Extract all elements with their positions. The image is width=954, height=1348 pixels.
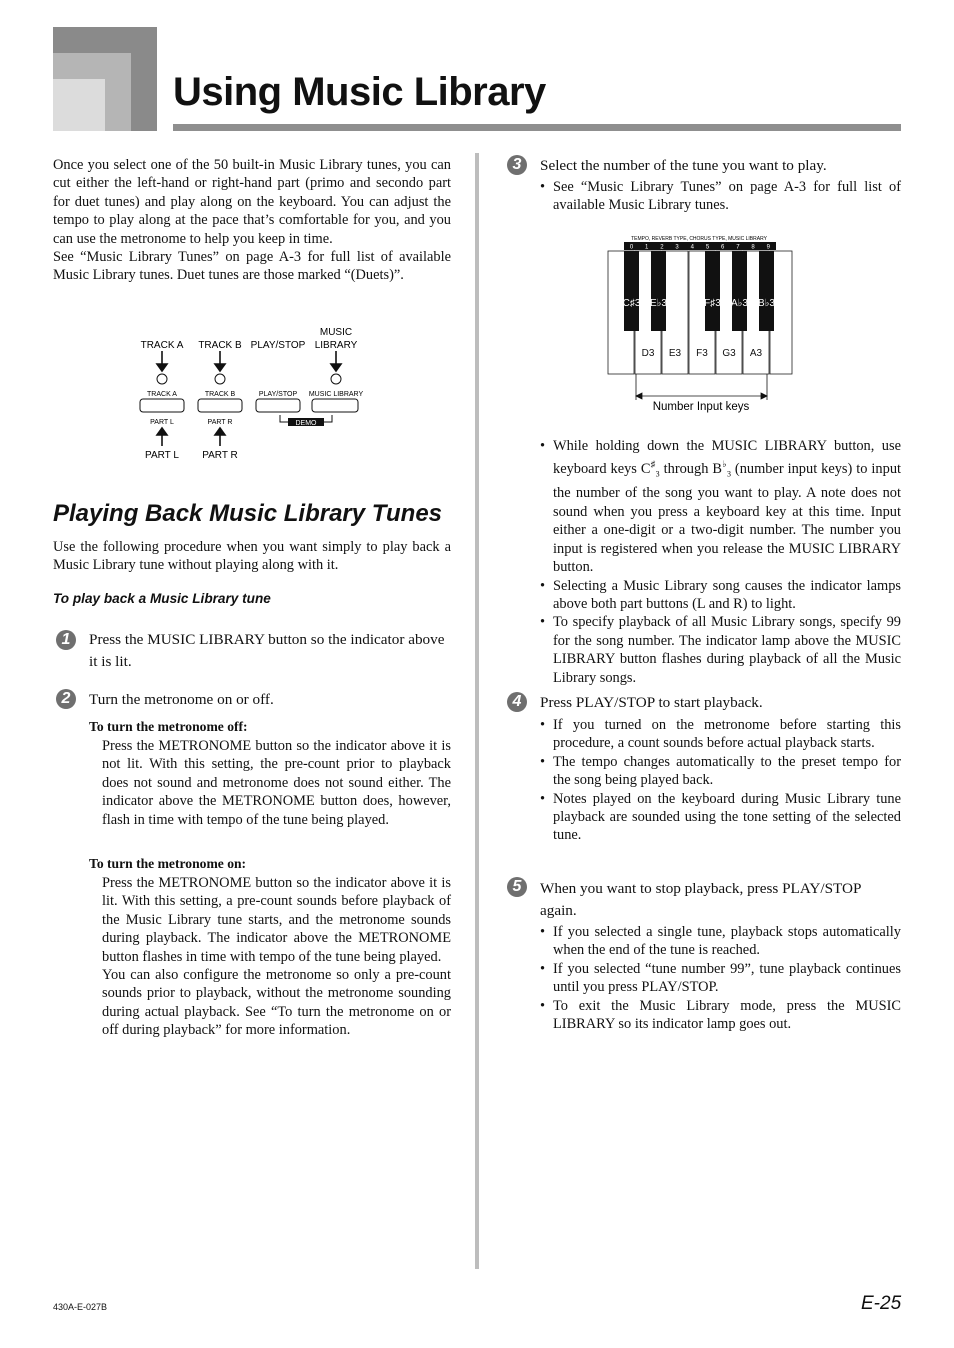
black-key-label: E♭3 bbox=[650, 298, 667, 309]
column-divider bbox=[475, 153, 479, 1269]
button-label: MUSIC LIBRARY bbox=[308, 391, 364, 398]
header-decoration bbox=[53, 79, 105, 131]
page-number: E-25 bbox=[861, 1293, 902, 1314]
white-key-label: E3 bbox=[668, 348, 682, 359]
list-item: • The tempo changes automatically to the preset tempo for the song being played back. bbox=[539, 753, 901, 790]
list-item: • See “Music Library Tunes” on page A-3 for full list of available Music Library tunes. bbox=[539, 178, 901, 215]
keyboard-digit: 1 bbox=[645, 244, 649, 251]
step-text: When you want to stop playback, press PLAY/STOP again. bbox=[540, 880, 861, 919]
part-label: PART L bbox=[150, 419, 174, 426]
panel-label: MUSIC bbox=[319, 327, 353, 338]
title-rule bbox=[173, 124, 901, 131]
subheading: To turn the metronome on: bbox=[89, 856, 247, 871]
black-key-label: A♭3 bbox=[731, 298, 748, 309]
section-title: Playing Back Music Library Tunes bbox=[53, 500, 443, 527]
part-label: PART R bbox=[207, 419, 233, 426]
keyboard-header: TEMPO, REVERB TYPE, CHORUS TYPE, MUSIC LIBRARY bbox=[631, 236, 767, 242]
bullet-list bbox=[539, 437, 901, 687]
keyboard-digit: 6 bbox=[721, 244, 725, 251]
metronome-on-text bbox=[102, 874, 451, 1040]
step-text: Press the MUSIC LIBRARY button so the indicator above it is lit. bbox=[89, 631, 445, 670]
demo-label: DEMO bbox=[295, 420, 317, 427]
button-label: TRACK A bbox=[147, 391, 177, 398]
white-key-label: A3 bbox=[749, 348, 763, 359]
keyboard-digit: 0 bbox=[629, 244, 634, 251]
keyboard-digit: 5 bbox=[705, 244, 710, 251]
list-item: • To specify playback of all Music Library songs, specify 99 for the song number. The indicator lamp above the MUSIC LIBRARY button flashes during playback of all the Music Library songs. bbox=[539, 613, 901, 687]
subheading: To turn the metronome off: bbox=[89, 719, 248, 734]
black-key-label: F♯3 bbox=[704, 298, 721, 309]
list-item: • While holding down the MUSIC LIBRARY button, use keyboard keys $C^♯_3$ through $B^♭_3$ (number input keys) to input the number of the song you want to play. A note does not sound when you press a keyboard key at this time. Input either a one-digit or a two-digit number. The number you input is registered when you release the MUSIC LIBRARY button. bbox=[539, 437, 901, 577]
procedure-heading: To play back a Music Library tune bbox=[53, 591, 271, 606]
step-text: Turn the metronome on or off. bbox=[89, 691, 274, 708]
panel-label: PLAY/STOP bbox=[250, 340, 306, 351]
bullet-list bbox=[539, 923, 901, 1033]
section-intro: Use the following procedure when you want simply to play back a Music Library tune without playing along with it. bbox=[53, 539, 451, 574]
list-item: • If you selected “tune number 99”, tune playback continues until you press PLAY/STOP. bbox=[539, 960, 901, 997]
list-item: • If you turned on the metronome before starting this procedure, a count sounds before actual playback starts. bbox=[539, 716, 901, 753]
list-item: • Notes played on the keyboard during Music Library tune playback are sounded using the tone setting of the selected tune. bbox=[539, 790, 901, 845]
keyboard-digit: 9 bbox=[766, 244, 770, 251]
metronome-off-text: Press the METRONOME button so the indicator above it is not lit. With this setting, the pre-count prior to playback does not sound and metronome does not sound either. The indicator above the METRONOME button does, however, flash in time with tempo of the tune being played. bbox=[102, 738, 451, 828]
page-title: Using Music Library bbox=[173, 70, 546, 114]
panel-label: PART R bbox=[202, 450, 238, 461]
intro-text bbox=[53, 156, 451, 285]
button-label: PLAY/STOP bbox=[258, 391, 298, 398]
keyboard-digit: 4 bbox=[690, 244, 694, 251]
step-text: Press PLAY/STOP to start playback. bbox=[540, 694, 763, 711]
step-number: 2 bbox=[56, 689, 76, 709]
button-label: TRACK B bbox=[204, 391, 236, 398]
step-number: 4 bbox=[507, 692, 527, 712]
intro-paragraph: Once you select one of the 50 built-in Music Library tunes, you can cut either the left-hand or right-hand part (primo and secondo part for duet tunes) and play along on the keyboard. You can adjust the tempo to play along at the pace that’s comfortable for you, and you can use the metronome to help you keep in time. bbox=[53, 157, 451, 247]
document-code: 430A-E-027B bbox=[53, 1302, 108, 1312]
paragraph: You can also configure the metronome so only a pre-count sounds prior to playback, without the metronome sounding during actual playback. See “To turn the metronome on or off during playback” for more information. bbox=[102, 967, 451, 1039]
step-number: 3 bbox=[507, 155, 527, 175]
keyboard-digit: 3 bbox=[675, 244, 679, 251]
keyboard-diagram bbox=[600, 232, 800, 416]
list-item: • Selecting a Music Library song causes the indicator lamps above both part buttons (L and R) to light. bbox=[539, 577, 901, 614]
keyboard-digit: 7 bbox=[736, 244, 740, 251]
keyboard-digit: 8 bbox=[751, 244, 755, 251]
white-key-label: F3 bbox=[696, 348, 708, 359]
white-key-label: G3 bbox=[722, 348, 736, 359]
list-item: • To exit the Music Library mode, press the MUSIC LIBRARY so its indicator lamp goes out. bbox=[539, 997, 901, 1034]
panel-illustration bbox=[130, 322, 375, 464]
white-key-label: D3 bbox=[641, 348, 655, 359]
intro-paragraph: See “Music Library Tunes” on page A-3 for full list of available Music Library tunes. Duet tunes are those marked “(Duets)”. bbox=[53, 249, 451, 284]
keyboard-digit: 2 bbox=[660, 244, 664, 251]
panel-label: TRACK A bbox=[140, 340, 184, 351]
step-number: 1 bbox=[56, 630, 76, 650]
black-key-label: C♯3 bbox=[622, 298, 641, 309]
keyboard-caption: Number Input keys bbox=[652, 401, 750, 413]
step-text: Select the number of the tune you want to play. bbox=[540, 157, 827, 174]
step-number: 5 bbox=[507, 877, 527, 897]
panel-label: TRACK B bbox=[198, 340, 242, 351]
black-key-label: B♭3 bbox=[758, 298, 775, 309]
bullet-list bbox=[539, 178, 901, 215]
panel-label: LIBRARY bbox=[314, 340, 358, 351]
bullet-list bbox=[539, 716, 901, 845]
panel-label: PART L bbox=[145, 450, 179, 461]
list-item: • If you selected a single tune, playback stops automatically when the end of the tune is reached. bbox=[539, 923, 901, 960]
paragraph: Press the METRONOME button so the indicator above it is lit. With this setting, a pre-count sounds before playback of the Music Library tune starts, and the metronome sounds during playback. The indicator above the METRONOME button flashes in time with tempo of the tune being played. bbox=[102, 875, 451, 965]
